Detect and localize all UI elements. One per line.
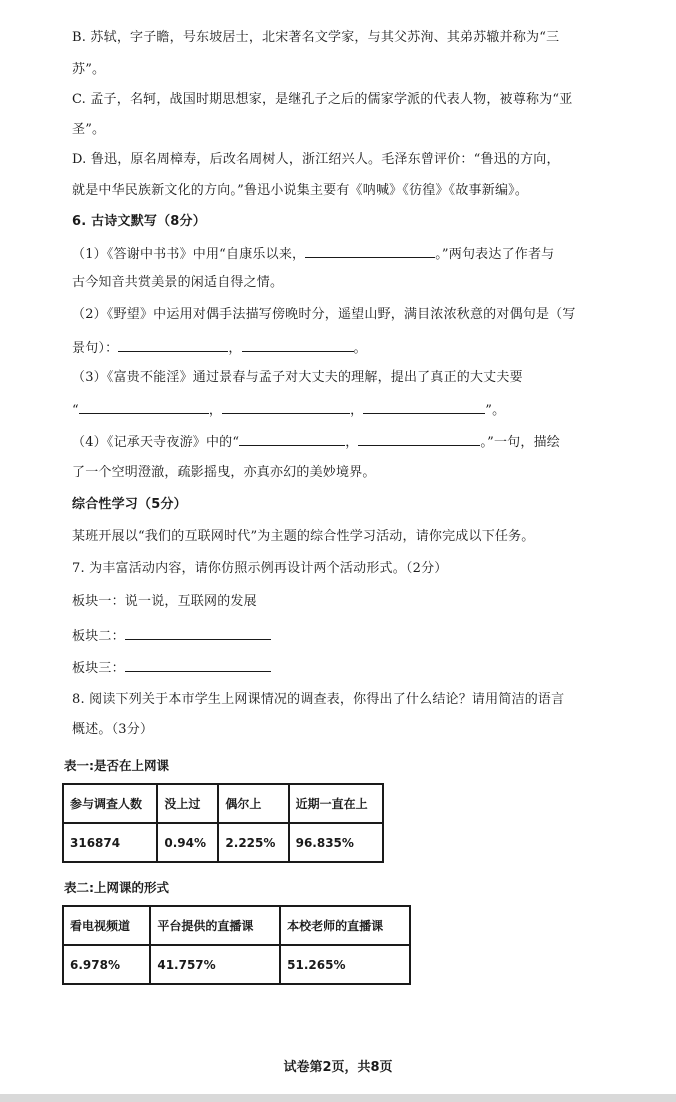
- q6-item2-blank-1[interactable]: [118, 338, 228, 352]
- q7-block-3-label: 板块三：: [72, 661, 125, 676]
- table-2: [62, 905, 411, 985]
- table-1-value-cell: 316874: [63, 823, 157, 862]
- option-d-line1: D. 鲁迅，原名周樟寿，后改名周树人，浙江绍兴人。毛泽东曾评价：“鲁迅的方向，: [72, 152, 560, 167]
- table-2-value-cell: 51.265%: [280, 945, 410, 984]
- bottom-edge-bar: [0, 1094, 676, 1102]
- table-1-caption: 表一:是否在上网课: [64, 758, 169, 773]
- q7-block-3: [72, 658, 271, 678]
- q6-item1-line2: 古今知音共赏美景的闲适自得之情。: [72, 275, 284, 290]
- table-2-value-row: [63, 945, 410, 984]
- table-2-value-cell: 41.757%: [150, 945, 280, 984]
- table-1-value-row: [63, 823, 383, 862]
- q6-item2-period: 。: [353, 341, 367, 356]
- q7-block-2: [72, 626, 271, 646]
- option-b-line1: B. 苏轼，字子瞻，号东坡居士，北宋著名文学家，与其父苏洵、其弟苏辙并称为“三: [72, 30, 560, 45]
- q6-item3-line1: （3）《富贵不能淫》通过景春与孟子对大丈夫的理解，提出了真正的大丈夫要: [72, 370, 523, 385]
- q6-item3-blank-1[interactable]: [79, 400, 209, 414]
- q6-item4-line2: 了一个空明澄澈，疏影摇曳，亦真亦幻的美妙境界。: [72, 465, 376, 480]
- section-title: 综合性学习（5分）: [72, 497, 187, 512]
- q6-item3-blank-3[interactable]: [363, 400, 485, 414]
- q7-block-3-blank[interactable]: [125, 658, 271, 672]
- q6-item2-text-a: 景句）：: [72, 341, 119, 356]
- q6-item4-comma: ，: [345, 435, 359, 450]
- q6-item4-blank-1[interactable]: [239, 432, 345, 446]
- q6-item2-line1: （2）《野望》中运用对偶手法描写傍晚时分，遥望山野，满目浓浓秋意的对偶句是（写: [72, 307, 576, 322]
- table-2-value-cell: 6.978%: [63, 945, 150, 984]
- q6-item3-line2: [72, 400, 505, 420]
- question-8-line1: 8. 阅读下列关于本市学生上网课情况的调查表，你得出了什么结论？请用简洁的语言: [72, 692, 565, 707]
- option-b-line2: 苏”。: [72, 62, 106, 77]
- q7-example: 板块一：说一说，互联网的发展: [72, 594, 257, 609]
- q6-item4-line1: [72, 432, 560, 452]
- q6-item2-line2: [72, 338, 367, 358]
- table-1-header-cell: 没上过: [157, 784, 218, 823]
- q6-item3-comma-2: ，: [350, 403, 364, 418]
- question-6-title: 6. 古诗文默写（8分）: [72, 214, 206, 229]
- q6-item2-blank-2[interactable]: [242, 338, 354, 352]
- q6-item3-comma-1: ，: [208, 403, 223, 418]
- table-2-header-cell: 平台提供的直播课: [150, 906, 280, 945]
- q6-item1-text-a: （1）《答谢中书书》中用“自康乐以来，: [72, 247, 306, 262]
- table-1-header-cell: 偶尔上: [218, 784, 288, 823]
- q6-item3-blank-2[interactable]: [222, 400, 350, 414]
- section-intro: 某班开展以“我们的互联网时代”为主题的综合性学习活动，请你完成以下任务。: [72, 529, 535, 544]
- table-1-header-row: [63, 784, 383, 823]
- table-2-header-row: [63, 906, 410, 945]
- q6-item1-text-b: 。”两句表达了作者与: [435, 247, 555, 262]
- q6-item3-close-quote: ”。: [485, 403, 506, 418]
- q6-item2-comma: ，: [228, 341, 242, 356]
- table-2-caption: 表二:上网课的形式: [64, 880, 169, 895]
- option-c-line2: 圣”。: [72, 122, 106, 137]
- table-2-header-cell: 本校老师的直播课: [280, 906, 410, 945]
- q7-block-2-label: 板块二：: [72, 629, 125, 644]
- q6-item4-text-b: 。”一句，描绘: [480, 435, 560, 450]
- q6-item4-blank-2[interactable]: [358, 432, 480, 446]
- q6-item4-text-a: （4）《记承天寺夜游》中的“: [72, 435, 240, 450]
- table-1-value-cell: 0.94%: [157, 823, 218, 862]
- table-1-value-cell: 96.835%: [289, 823, 383, 862]
- page-footer: 试卷第2页，共8页: [283, 1060, 393, 1075]
- table-1-header-cell: 近期一直在上: [289, 784, 383, 823]
- q6-item1-line1: [72, 244, 554, 264]
- table-2-header-cell: 看电视频道: [63, 906, 150, 945]
- question-7-title: 7. 为丰富活动内容，请你仿照示例再设计两个活动形式。（2分）: [72, 561, 448, 576]
- table-1: [62, 783, 384, 863]
- table-1-value-cell: 2.225%: [218, 823, 288, 862]
- q7-block-2-blank[interactable]: [125, 626, 271, 640]
- question-8-line2: 概述。（3分）: [72, 722, 154, 737]
- option-c-line1: C. 孟子，名轲，战国时期思想家，是继孔子之后的儒家学派的代表人物，被尊称为“亚: [72, 92, 573, 107]
- table-1-header-cell: 参与调查人数: [63, 784, 157, 823]
- q6-item3-open-quote: “: [72, 403, 79, 418]
- q6-item1-blank[interactable]: [305, 244, 435, 258]
- option-d-line2: 就是中华民族新文化的方向。”鲁迅小说集主要有《呐喊》《彷徨》《故事新编》。: [72, 183, 529, 198]
